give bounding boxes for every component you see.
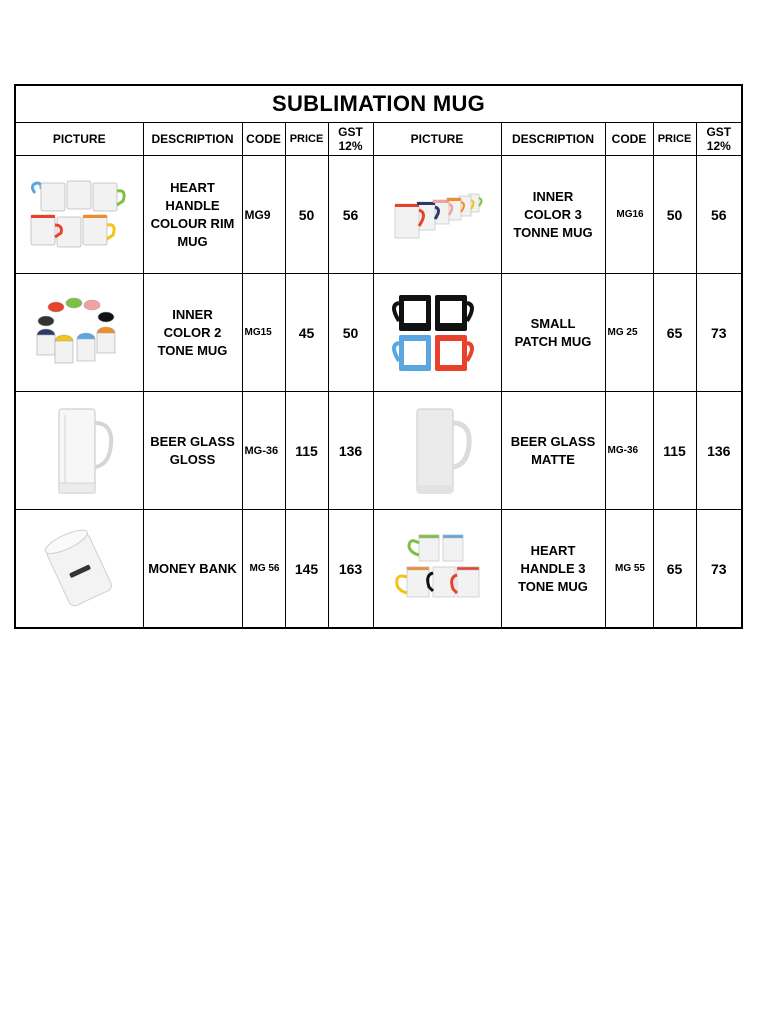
description-line: HANDLE [165,197,220,213]
price-cell: 50 [653,156,696,274]
product-picture [15,274,143,392]
description-line: TONE MUG [518,578,588,594]
table-row [15,392,742,510]
heart-handle-3-tone-mugs-image [389,531,485,607]
description-line: SMALL [530,315,576,331]
description-line: PATCH MUG [514,333,592,349]
product-picture [373,274,501,392]
gst-cell: 73 [696,510,742,629]
header-picture: PICTURE [373,123,501,156]
product-picture [15,156,143,274]
header-description: DESCRIPTION [501,123,605,156]
gst-cell: 56 [696,156,742,274]
table-row [15,510,742,629]
price-sheet [14,84,741,629]
product-picture [373,510,501,629]
code-cell: MG 25 [605,274,653,392]
code-cell: MG 56 [242,510,285,629]
price-cell: 145 [285,510,328,629]
code-cell: MG15 [242,274,285,392]
description-line: HANDLE 3 [520,560,586,576]
description-line: MONEY BANK [148,560,237,576]
beer-glass-gloss-image [39,401,119,501]
description-cell [143,510,242,629]
header-gst-line2: 12% [706,139,731,153]
code-cell: MG9 [242,156,285,274]
description-line: BEER GLASS [510,433,596,449]
price-cell: 65 [653,510,696,629]
product-picture [373,156,501,274]
inner-color-2-tone-mugs-image [34,293,124,373]
description-cell [143,392,242,510]
gst-cell: 73 [696,274,742,392]
gst-cell: 50 [328,274,373,392]
description-line: BEER GLASS [150,433,235,449]
description-line: TONE MUG [157,342,228,358]
code-cell: MG-36 [242,392,285,510]
header-gst-line1: GST [338,125,363,139]
page-title: SUBLIMATION MUG [15,85,742,123]
description-line: INNER [532,188,574,204]
description-cell [143,156,242,274]
description-cell [501,274,605,392]
header-gst [696,123,742,156]
description-line: MUG [177,233,208,249]
header-gst-line2: 12% [338,139,363,153]
price-cell: 45 [285,274,328,392]
gst-cell: 136 [328,392,373,510]
header-code: CODE [242,123,285,156]
header-price: PRICE [285,123,328,156]
beer-glass-matte-image [397,401,477,501]
code-cell: MG 55 [605,510,653,629]
description-line: HEART [530,542,576,558]
description-line: TONNE MUG [513,224,593,240]
description-line: MATTE [531,451,575,467]
description-line: COLOR 3 [524,206,582,222]
small-patch-mugs-image [389,291,485,375]
product-picture [373,392,501,510]
description-line: COLOUR RIM [150,215,235,231]
description-line: COLOR 2 [163,324,222,340]
header-row [15,123,742,156]
gst-cell: 56 [328,156,373,274]
price-table [14,84,743,629]
header-description: DESCRIPTION [143,123,242,156]
header-price: PRICE [653,123,696,156]
header-picture: PICTURE [15,123,143,156]
product-picture [15,392,143,510]
description-line: HEART [170,179,215,195]
product-picture [15,510,143,629]
header-code: CODE [605,123,653,156]
price-cell: 50 [285,156,328,274]
description-line: GLOSS [169,451,216,467]
code-cell: MG16 [605,156,653,274]
description-cell [501,510,605,629]
header-gst [328,123,373,156]
price-cell: 115 [285,392,328,510]
description-cell [501,156,605,274]
price-cell: 115 [653,392,696,510]
description-cell [143,274,242,392]
money-bank-image [34,521,124,617]
table-row [15,156,742,274]
gst-cell: 136 [696,392,742,510]
table-row [15,274,742,392]
code-cell: MG-36 [605,392,653,510]
heart-handle-mugs-image [29,175,129,255]
header-gst-line1: GST [706,125,732,139]
inner-color-3-tone-mugs-image [387,180,487,250]
description-cell [501,392,605,510]
price-cell: 65 [653,274,696,392]
description-line: INNER [172,306,213,322]
gst-cell: 163 [328,510,373,629]
